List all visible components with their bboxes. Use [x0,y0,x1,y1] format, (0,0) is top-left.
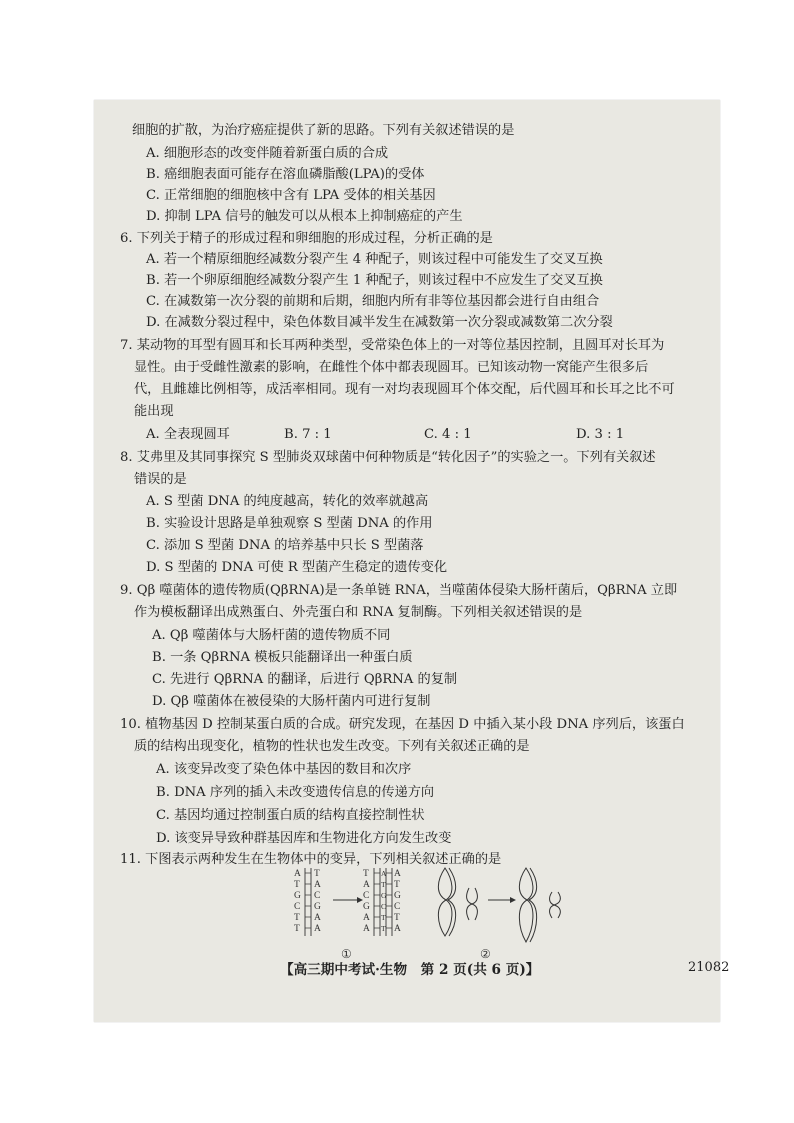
q10-option-d: D. 该变异导致种群基因库和生物进化方向发生改变 [156,831,452,846]
q8-stem-line2: 错误的是 [134,472,187,487]
q11-stem: 11. 下图表示两种发生在生物体中的变异，下列相关叙述正确的是 [120,852,502,867]
base-label: A [314,924,321,934]
base-label: T [294,924,300,934]
base-label: A [381,869,387,878]
q8-option-d: D. S 型菌的 DNA 可使 R 型菌产生稳定的遗传变化 [146,560,448,575]
base-label: T [381,880,386,889]
q7-option-b: B. 7 : 1 [284,427,332,442]
base-label: T [294,880,300,890]
base-label: A [294,869,301,879]
q10-option-b: B. DNA 序列的插入未改变遗传信息的传递方向 [156,785,435,800]
q10-stem-line1: 10. 植物基因 D 控制某蛋白质的合成。研究发现，在基因 D 中插入某小段 DNA 序列后，该蛋白 [120,717,685,732]
q8-stem-line1: 8. 艾弗里及其同事探究 S 型肺炎双球菌中何种物质是“转化因子”的实验之一。下列有关叙述 [120,450,656,465]
q9-option-c: C. 先进行 QβRNA 的翻译，后进行 QβRNA 的复制 [152,672,458,687]
q9-option-a: A. Qβ 噬菌体与大肠杆菌的遗传物质不同 [152,628,391,643]
base-label: C [294,902,301,912]
q6-option-a: A. 若一个精原细胞经减数分裂产生 4 种配子，则该过程中可能发生了交叉互换 [146,252,603,267]
q6-option-c: C. 在减数第一次分裂的前期和后期，细胞内所有非等位基因都会进行自由组合 [146,294,600,309]
q10-stem-line2: 质的结构出现变化，植物的性状也发生改变。下列有关叙述正确的是 [134,739,530,754]
page-footer: 【高三期中考试·生物 第 2 页(共 6 页)】 [280,962,540,978]
base-label: T [381,913,386,922]
base-label: A [314,880,321,890]
base-label: T [314,869,320,879]
q5-option-a: A. 细胞形态的改变伴随着新蛋白质的合成 [146,146,389,161]
q5-stem: 细胞的扩散，为治疗癌症提供了新的思路。下列有关叙述错误的是 [132,123,515,138]
base-label: C [363,891,370,901]
arrow-right-icon [333,897,363,903]
base-label: C [314,891,321,901]
q6-option-b: B. 若一个卵原细胞经减数分裂产生 1 种配子，则该过程中不应发生了交叉互换 [146,273,603,288]
exam-page [94,100,730,1022]
base-label: G [394,891,401,901]
q5-option-b: B. 癌细胞表面可能存在溶血磷脂酸(LPA)的受体 [146,167,425,182]
base-label: G [314,902,321,912]
base-label: T [381,924,386,933]
base-label: A [394,869,401,879]
base-label: G [294,891,301,901]
base-label: A [394,924,401,934]
dna-after [363,868,401,936]
q9-option-b: B. 一条 QβRNA 模板只能翻译出一种蛋白质 [152,650,413,665]
base-label: T [394,880,400,890]
chromosomes-after [519,868,560,942]
base-label: A [363,924,370,934]
q7-stem-line4: 能出现 [134,404,174,419]
base-label: G [363,902,370,912]
q10-option-c: C. 基因均通过控制蛋白质的结构直接控制性状 [156,808,425,823]
q6-stem: 6. 下列关于精子的形成过程和卵细胞的形成过程，分析正确的是 [120,231,493,246]
diagram-label-2: ② [480,947,491,961]
base-label: T [363,869,369,879]
q6-option-d: D. 在减数分裂过程中，染色体数目减半发生在减数第一次分裂或减数第二次分裂 [146,315,613,330]
dna-before [294,868,321,936]
base-label: A [363,913,370,923]
q5-option-d: D. 抑制 LPA 信号的触发可以从根本上抑制癌症的产生 [146,209,463,224]
base-label: T [394,913,400,923]
q7-option-d: D. 3 : 1 [576,427,625,442]
base-label: T [294,913,300,923]
base-label: C [394,902,401,912]
diagram-label-1: ① [341,947,352,961]
q9-option-d: D. Qβ 噬菌体在被侵染的大肠杆菌内可进行复制 [152,694,431,709]
q7-stem-line2: 显性。由于受雌性激素的影响，在雌性个体中都表现圆耳。已知该动物一窝能产生很多后 [134,360,649,375]
q5-option-c: C. 正常细胞的细胞核中含有 LPA 受体的相关基因 [146,188,436,203]
q7-stem-line1: 7. 某动物的耳型有圆耳和长耳两种类型，受常染色体上的一对等位基因控制，且圆耳对长耳为 [120,338,665,353]
base-label: G [381,891,387,900]
q7-option-a: A. 全表现圆耳 [146,427,230,442]
base-label: A [363,880,370,890]
chromosomes-before [438,868,477,936]
page-code: 21082 [688,960,730,975]
mutation-diagram [289,866,579,962]
q7-option-c: C. 4 : 1 [424,427,472,442]
q8-option-c: C. 添加 S 型菌 DNA 的培养基中只长 S 型菌落 [146,538,424,553]
arrow-right-icon [488,897,516,903]
q7-stem-line3: 代，且雌雄比例相等，成活率相同。现有一对均表现圆耳个体交配，后代圆耳和长耳之比不可 [134,382,675,397]
q8-option-b: B. 实验设计思路是单独观察 S 型菌 DNA 的作用 [146,516,433,531]
q9-stem-line2: 作为模板翻译出成熟蛋白、外壳蛋白和 RNA 复制酶。下列相关叙述错误的是 [134,605,583,620]
base-label: C [381,902,387,911]
q9-stem-line1: 9. Qβ 噬菌体的遗传物质(QβRNA)是一条单链 RNA，当噬菌体侵染大肠杆菌后，QβRNA 立即 [120,583,678,598]
q8-option-a: A. S 型菌 DNA 的纯度越高，转化的效率就越高 [146,494,429,509]
base-label: A [314,913,321,923]
q10-option-a: A. 该变异改变了染色体中基因的数目和次序 [156,762,412,777]
